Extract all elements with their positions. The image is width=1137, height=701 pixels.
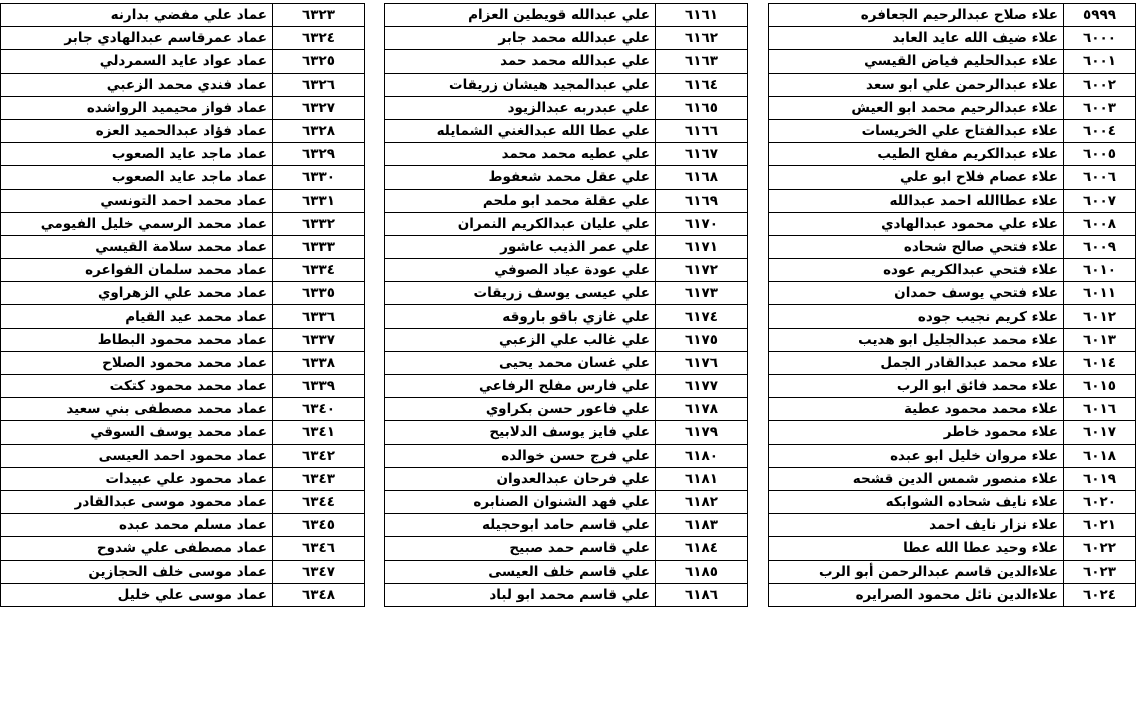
record-number: ٦٠٠٩ <box>1064 235 1136 258</box>
person-name: علي عبدالله محمد حمد <box>385 50 656 73</box>
table-row <box>769 490 1136 513</box>
person-name: عماد ماجد عايد الصعوب <box>1 166 273 189</box>
person-name: عماد محمد الرسمي خليل الفيومي <box>1 212 273 235</box>
record-number: ٦٣٤٤ <box>273 490 365 513</box>
person-name: علاء محمد محمود عطية <box>769 398 1064 421</box>
table-row <box>769 328 1136 351</box>
table-row <box>385 212 748 235</box>
record-number: ٦١٦٧ <box>656 143 748 166</box>
person-name: علي قاسم خلف العيسى <box>385 560 656 583</box>
table-row <box>769 96 1136 119</box>
person-name: علاء محمد فائق ابو الرب <box>769 375 1064 398</box>
table-row <box>385 375 748 398</box>
record-number: ٦٠١١ <box>1064 282 1136 305</box>
table-row <box>385 328 748 351</box>
table-row <box>1 259 365 282</box>
person-name: عماد محمد يوسف السوقي <box>1 421 273 444</box>
person-name: علاء صلاح عبدالرحيم الجعافره <box>769 4 1064 27</box>
record-number: ٦٠٠١ <box>1064 50 1136 73</box>
record-number: ٦٣٣٠ <box>273 166 365 189</box>
person-name: عماد محمد سلمان الفواعره <box>1 259 273 282</box>
record-number: ٦١٧٦ <box>656 351 748 374</box>
table-row <box>1 96 365 119</box>
person-name: علاء محمد عبدالقادر الجمل <box>769 351 1064 374</box>
person-name: علاء فتحي عبدالكريم عوده <box>769 259 1064 282</box>
record-number: ٦١٧٣ <box>656 282 748 305</box>
person-name: علي قاسم حامد ابوحجيله <box>385 514 656 537</box>
person-name: عماد فواز محيميد الرواشده <box>1 96 273 119</box>
record-number: ٦٣٣١ <box>273 189 365 212</box>
table-row <box>1 143 365 166</box>
record-number: ٦٠٠٢ <box>1064 73 1136 96</box>
person-name: علي فايز يوسف الدلابيح <box>385 421 656 444</box>
table-row <box>769 73 1136 96</box>
person-name: علاء فتحي يوسف حمدان <box>769 282 1064 305</box>
record-number: ٦٣٢٨ <box>273 119 365 142</box>
table-row <box>385 537 748 560</box>
table-row <box>769 27 1136 50</box>
person-name: علي قاسم محمد ابو لباد <box>385 583 656 606</box>
table-row <box>385 514 748 537</box>
record-number: ٦٣٣٩ <box>273 375 365 398</box>
table-row <box>385 583 748 606</box>
table-row <box>1 514 365 537</box>
table-row <box>1 351 365 374</box>
person-name: عماد فندي محمد الزعبي <box>1 73 273 96</box>
table-row <box>1 421 365 444</box>
table-row <box>1 73 365 96</box>
record-number: ٦٣٤١ <box>273 421 365 444</box>
table-row <box>385 259 748 282</box>
table-row <box>385 490 748 513</box>
record-number: ٦٣٣٤ <box>273 259 365 282</box>
record-number: ٦٣٢٦ <box>273 73 365 96</box>
table-row <box>385 467 748 490</box>
record-number: ٦٠٢٢ <box>1064 537 1136 560</box>
person-name: علاء عبدالفتاح علي الخريسات <box>769 119 1064 142</box>
person-name: علي قاسم حمد صبيح <box>385 537 656 560</box>
table-row <box>1 166 365 189</box>
table-row <box>385 50 748 73</box>
record-number: ٦٣٢٥ <box>273 50 365 73</box>
table-row <box>769 189 1136 212</box>
table-row <box>769 467 1136 490</box>
person-name: علي فهد الشنوان الصنابره <box>385 490 656 513</box>
record-number: ٦١٦٦ <box>656 119 748 142</box>
table-row <box>769 514 1136 537</box>
table-row <box>385 189 748 212</box>
record-number: ٦٣٤٦ <box>273 537 365 560</box>
person-name: علي فاعور حسن بكراوي <box>385 398 656 421</box>
roster-table-right <box>768 3 1136 607</box>
table-row <box>1 119 365 142</box>
person-name: علاءالدين نائل محمود الصرايره <box>769 583 1064 606</box>
person-name: علاء منصور شمس الدين قشحه <box>769 467 1064 490</box>
table-row <box>769 375 1136 398</box>
table-row <box>769 259 1136 282</box>
person-name: علاء كريم نجيب جوده <box>769 305 1064 328</box>
person-name: علاء عبدالرحيم محمد ابو العيش <box>769 96 1064 119</box>
table-row <box>1 467 365 490</box>
person-name: عماد محمد عيد القيام <box>1 305 273 328</box>
record-number: ٥٩٩٩ <box>1064 4 1136 27</box>
record-number: ٦٣٢٧ <box>273 96 365 119</box>
person-name: علي غالب علي الزعبي <box>385 328 656 351</box>
table-row <box>1 50 365 73</box>
record-number: ٦٠١٠ <box>1064 259 1136 282</box>
record-number: ٦١٨٢ <box>656 490 748 513</box>
person-name: علي عيسى يوسف زريقات <box>385 282 656 305</box>
person-name: علي فارس مفلح الرفاعي <box>385 375 656 398</box>
table-row <box>769 421 1136 444</box>
roster-table-left <box>0 3 365 607</box>
table-row <box>769 166 1136 189</box>
record-number: ٦١٦٨ <box>656 166 748 189</box>
record-number: ٦٠١٨ <box>1064 444 1136 467</box>
record-number: ٦١٧٤ <box>656 305 748 328</box>
table-row <box>385 73 748 96</box>
record-number: ٦٠٠٨ <box>1064 212 1136 235</box>
person-name: علاء نزار نايف احمد <box>769 514 1064 537</box>
person-name: عماد مسلم محمد عبده <box>1 514 273 537</box>
record-number: ٦١٦٤ <box>656 73 748 96</box>
table-row <box>1 375 365 398</box>
record-number: ٦٣٤٧ <box>273 560 365 583</box>
record-number: ٦٠٢٠ <box>1064 490 1136 513</box>
table-row <box>385 305 748 328</box>
record-number: ٦٠٠٠ <box>1064 27 1136 50</box>
record-number: ٦٠٠٤ <box>1064 119 1136 142</box>
table-row <box>385 4 748 27</box>
table-row <box>385 235 748 258</box>
roster-table-middle <box>384 3 748 607</box>
table-row <box>769 4 1136 27</box>
record-number: ٦٠٢١ <box>1064 514 1136 537</box>
table-row <box>769 119 1136 142</box>
person-name: علي عبدالله قويطين العزام <box>385 4 656 27</box>
record-number: ٦٠١٦ <box>1064 398 1136 421</box>
table-row <box>385 143 748 166</box>
record-number: ٦٣٣٥ <box>273 282 365 305</box>
table-row <box>385 444 748 467</box>
table-row <box>769 444 1136 467</box>
table-row <box>1 537 365 560</box>
person-name: علي عبدالله محمد جابر <box>385 27 656 50</box>
table-row <box>385 421 748 444</box>
table-row <box>769 351 1136 374</box>
person-name: علي عليان عبدالكريم النمران <box>385 212 656 235</box>
person-name: علاءالدين قاسم عبدالرحمن أبو الرب <box>769 560 1064 583</box>
record-number: ٦١٧٠ <box>656 212 748 235</box>
table-row <box>1 560 365 583</box>
record-number: ٦٠١٣ <box>1064 328 1136 351</box>
person-name: علاء وحيد عطا الله عطا <box>769 537 1064 560</box>
person-name: علي فرج حسن خوالده <box>385 444 656 467</box>
person-name: علي عبدربه عبدالزيود <box>385 96 656 119</box>
person-name: عماد موسى علي خليل <box>1 583 273 606</box>
person-name: علي عطا الله عبدالغني الشمايله <box>385 119 656 142</box>
record-number: ٦٣٤٢ <box>273 444 365 467</box>
record-number: ٦٣٣٧ <box>273 328 365 351</box>
record-number: ٦٠٠٦ <box>1064 166 1136 189</box>
table-row <box>769 282 1136 305</box>
person-name: علاء علي محمود عبدالهادي <box>769 212 1064 235</box>
person-name: عماد عواد عايد السمردلي <box>1 50 273 73</box>
record-number: ٦٣٣٨ <box>273 351 365 374</box>
person-name: علاء محمد عبدالجليل ابو هديب <box>769 328 1064 351</box>
record-number: ٦٠١٥ <box>1064 375 1136 398</box>
person-name: علاء عطاالله احمد عبدالله <box>769 189 1064 212</box>
record-number: ٦١٧٨ <box>656 398 748 421</box>
record-number: ٦٠١٧ <box>1064 421 1136 444</box>
record-number: ٦٠٠٣ <box>1064 96 1136 119</box>
record-number: ٦١٨٤ <box>656 537 748 560</box>
table-row <box>1 328 365 351</box>
record-number: ٦٠١٤ <box>1064 351 1136 374</box>
table-row <box>1 583 365 606</box>
person-name: علاء محمود خاطر <box>769 421 1064 444</box>
record-number: ٦٣٢٣ <box>273 4 365 27</box>
record-number: ٦٣٤٥ <box>273 514 365 537</box>
record-number: ٦٠٠٥ <box>1064 143 1136 166</box>
record-number: ٦٠١٢ <box>1064 305 1136 328</box>
table-row <box>769 583 1136 606</box>
person-name: علي فرحان عبدالعدوان <box>385 467 656 490</box>
table-row <box>1 490 365 513</box>
table-row <box>1 305 365 328</box>
record-number: ٦٣٣٢ <box>273 212 365 235</box>
person-name: علي عقلة محمد ابو ملحم <box>385 189 656 212</box>
table-row <box>769 212 1136 235</box>
record-number: ٦١٦٣ <box>656 50 748 73</box>
record-number: ٦١٧٩ <box>656 421 748 444</box>
table-row <box>1 444 365 467</box>
person-name: علاء ضيف الله عايد العابد <box>769 27 1064 50</box>
table-row <box>1 27 365 50</box>
record-number: ٦١٦٢ <box>656 27 748 50</box>
record-number: ٦١٧٢ <box>656 259 748 282</box>
person-name: علي عمر الذيب عاشور <box>385 235 656 258</box>
table-row <box>1 212 365 235</box>
record-number: ٦١٨٠ <box>656 444 748 467</box>
record-number: ٦٣٤٣ <box>273 467 365 490</box>
record-number: ٦١٦١ <box>656 4 748 27</box>
table-row <box>385 398 748 421</box>
person-name: علي غسان محمد يحيى <box>385 351 656 374</box>
person-name: عماد موسى خلف الحجازين <box>1 560 273 583</box>
table-row <box>1 282 365 305</box>
person-name: عماد محمد سلامة القيسي <box>1 235 273 258</box>
person-name: علي عطيه محمد محمد <box>385 143 656 166</box>
person-name: عماد محمود موسى عبدالقادر <box>1 490 273 513</box>
record-number: ٦١٨٥ <box>656 560 748 583</box>
record-number: ٦١٨٦ <box>656 583 748 606</box>
table-row <box>385 166 748 189</box>
person-name: عماد محمد محمود البطاط <box>1 328 273 351</box>
table-row <box>1 398 365 421</box>
table-row <box>385 96 748 119</box>
table-row <box>769 50 1136 73</box>
person-name: علي عودة عياد الصوفي <box>385 259 656 282</box>
table-row <box>1 4 365 27</box>
table-row <box>385 27 748 50</box>
person-name: علي غازي باقو باروقه <box>385 305 656 328</box>
record-number: ٦١٦٥ <box>656 96 748 119</box>
person-name: عماد محمد احمد التونسي <box>1 189 273 212</box>
person-name: علاء مروان خليل ابو عبده <box>769 444 1064 467</box>
person-name: علاء فتحي صالح شحاده <box>769 235 1064 258</box>
record-number: ٦١٦٩ <box>656 189 748 212</box>
table-row <box>769 560 1136 583</box>
person-name: علاء عصام فلاح ابو علي <box>769 166 1064 189</box>
table-row <box>769 305 1136 328</box>
record-number: ٦٣٣٣ <box>273 235 365 258</box>
record-number: ٦٠٢٣ <box>1064 560 1136 583</box>
person-name: علاء عبدالرحمن علي ابو سعد <box>769 73 1064 96</box>
table-row <box>769 235 1136 258</box>
person-name: عماد عمرقاسم عبدالهادي جابر <box>1 27 273 50</box>
record-number: ٦٣٣٦ <box>273 305 365 328</box>
record-number: ٦١٧٧ <box>656 375 748 398</box>
table-row <box>1 189 365 212</box>
person-name: عماد علي مفضي بدارنه <box>1 4 273 27</box>
person-name: عماد محمود احمد العيسى <box>1 444 273 467</box>
person-name: عماد ماجد عايد الصعوب <box>1 143 273 166</box>
table-row <box>385 560 748 583</box>
person-name: عماد فؤاد عبدالحميد العزه <box>1 119 273 142</box>
record-number: ٦١٨٣ <box>656 514 748 537</box>
record-number: ٦٣٢٤ <box>273 27 365 50</box>
record-number: ٦٠٠٧ <box>1064 189 1136 212</box>
person-name: عماد محمد محمود كتكت <box>1 375 273 398</box>
table-row <box>385 351 748 374</box>
table-row <box>769 537 1136 560</box>
person-name: علاء عبدالكريم مفلح الطيب <box>769 143 1064 166</box>
record-number: ٦١٨١ <box>656 467 748 490</box>
record-number: ٦٠٢٤ <box>1064 583 1136 606</box>
person-name: علاء نايف شحاده الشوابكه <box>769 490 1064 513</box>
table-row <box>769 143 1136 166</box>
record-number: ٦١٧١ <box>656 235 748 258</box>
person-name: عماد محمود علي عبيدات <box>1 467 273 490</box>
person-name: علي عبدالمجيد هيشان زريقات <box>385 73 656 96</box>
record-number: ٦٣٤٠ <box>273 398 365 421</box>
person-name: عماد مصطفى علي شدوح <box>1 537 273 560</box>
table-row <box>385 282 748 305</box>
table-row <box>769 398 1136 421</box>
person-name: عماد محمد محمود الصلاح <box>1 351 273 374</box>
record-number: ٦٣٤٨ <box>273 583 365 606</box>
record-number: ٦٣٢٩ <box>273 143 365 166</box>
person-name: عماد محمد علي الزهراوي <box>1 282 273 305</box>
table-row <box>1 235 365 258</box>
person-name: عماد محمد مصطفى بني سعيد <box>1 398 273 421</box>
table-row <box>385 119 748 142</box>
person-name: علاء عبدالحليم فياض القيسي <box>769 50 1064 73</box>
person-name: علي عقل محمد شعفوط <box>385 166 656 189</box>
record-number: ٦١٧٥ <box>656 328 748 351</box>
record-number: ٦٠١٩ <box>1064 467 1136 490</box>
